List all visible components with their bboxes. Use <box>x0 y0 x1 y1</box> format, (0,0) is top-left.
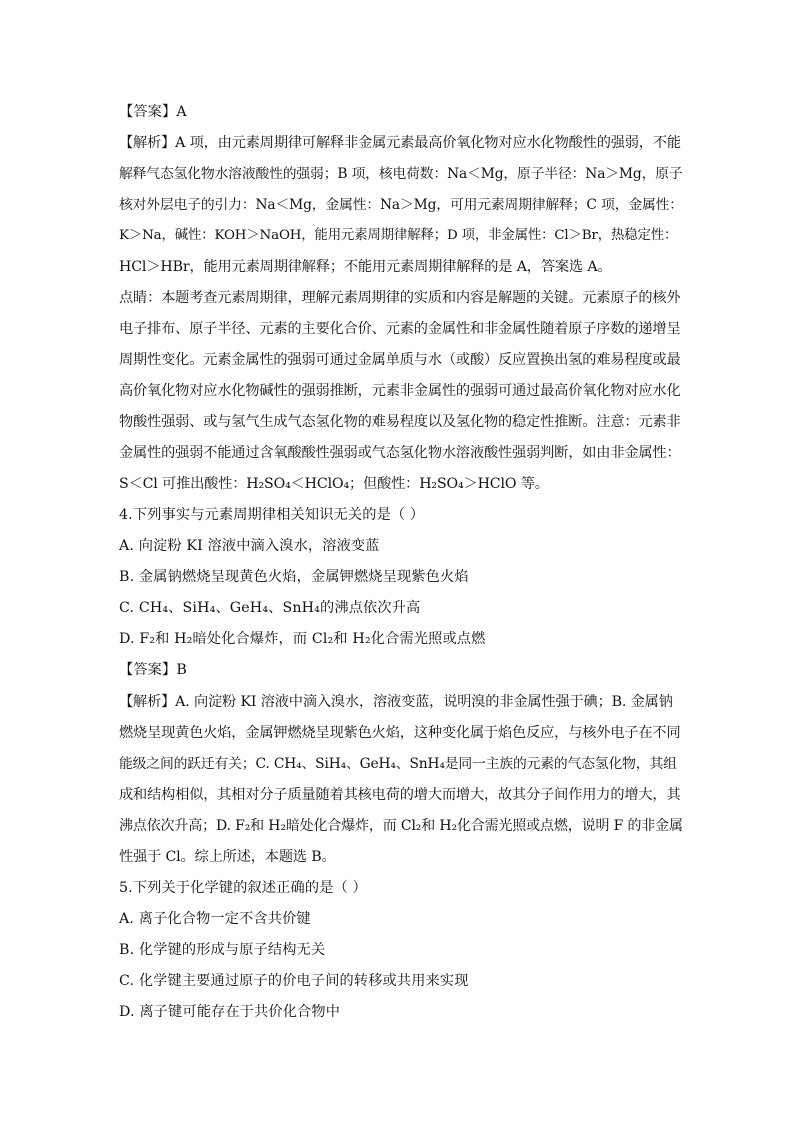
q3-comment-line-5: 物酸性强弱、或与氢气生成气态氢化物的难易程度以及氢化物的稳定性推断。注意：元素非 <box>119 414 681 430</box>
q3-analysis-line-1: 【解析】A 项，由元素周期律可解释非金属元素最高价氧化物对应水化物酸性的强弱，不能 <box>119 135 681 151</box>
q3-analysis-line-2: 解释气态氢化物水溶液酸性的强弱；B 项，核电荷数：Na＜Mg，原子半径：Na＞Mg，原子 <box>119 166 683 182</box>
q5-stem: 5.下列关于化学键的叙述正确的是（ ） <box>119 880 367 896</box>
q3-comment-line-4: 高价氧化物对应水化物碱性的强弱推断，元素非金属性的强弱可通过最高价氧化物对应水化 <box>119 383 681 399</box>
q4-option-a: A. 向淀粉 KI 溶液中滴入溴水，溶液变蓝 <box>119 538 380 554</box>
q5-option-c: C. 化学键主要通过原子的价电子间的转移或共用来实现 <box>119 973 469 989</box>
q5-option-d: D. 离子键可能存在于共价化合物中 <box>119 1004 341 1020</box>
q4-option-b: B. 金属钠燃烧呈现黄色火焰，金属钾燃烧呈现紫色火焰 <box>119 569 469 585</box>
q4-analysis-line-3: 能级之间的跃迁有关；C. CH₄、SiH₄、GeH₄、SnH₄是同一主族的元素的气态氢化物，其组 <box>119 756 677 772</box>
q4-option-d: D. F₂和 H₂暗处化合爆炸，而 Cl₂和 H₂化合需光照或点燃 <box>119 631 486 647</box>
q3-comment-line-7: S＜Cl 可推出酸性：H₂SO₄＜HClO₄；但酸性：H₂SO₄＞HClO 等。 <box>119 476 549 492</box>
q3-answer: 【答案】A <box>119 104 187 120</box>
q4-option-c: C. CH₄、SiH₄、GeH₄、SnH₄的沸点依次升高 <box>119 600 421 616</box>
q5-option-b: B. 化学键的形成与原子结构无关 <box>119 942 326 958</box>
q3-comment-line-3: 周期性变化。元素金属性的强弱可通过金属单质与水（或酸）反应置换出氢的难易程度或最 <box>119 352 681 368</box>
q3-analysis-line-4: K＞Na，碱性：KOH＞NaOH，能用元素周期律解释；D 项，非金属性：Cl＞Br，热稳定性： <box>119 228 678 243</box>
q3-comment-line-1: 点睛：本题考查元素周期律，理解元素周期律的实质和内容是解题的关键。元素原子的核外 <box>119 290 681 306</box>
q4-analysis-line-1: 【解析】A. 向淀粉 KI 溶液中滴入溴水，溶液变蓝，说明溴的非金属性强于碘；B. 金属钠 <box>119 694 673 710</box>
q4-analysis-line-4: 成和结构相似，其相对分子质量随着其核电荷的增大而增大，故其分子间作用力的增大，其 <box>119 787 681 803</box>
q5-option-a: A. 离子化合物一定不含共价键 <box>119 911 311 927</box>
q3-analysis-line-5: HCl＞HBr，能用元素周期律解释；不能用元素周期律解释的是 A，答案选 A。 <box>119 259 612 275</box>
q4-analysis-line-6: 性强于 Cl。综上所述，本题选 B。 <box>119 849 336 865</box>
q4-answer: 【答案】B <box>119 662 187 678</box>
q3-comment-line-6: 金属性的强弱不能通过含氧酸酸性强弱或气态氢化物水溶液酸性强弱判断，如由非金属性： <box>119 445 681 461</box>
q3-analysis-line-3: 核对外层电子的引力：Na＜Mg，金属性：Na＞Mg，可用元素周期律解释；C 项，金属性： <box>119 197 683 213</box>
q4-analysis-line-5: 沸点依次升高；D. F₂和 H₂暗处化合爆炸，而 Cl₂和 H₂化合需光照或点燃，说明 F 的非金属 <box>119 818 683 834</box>
q4-analysis-line-2: 燃烧呈现黄色火焰，金属钾燃烧呈现紫色火焰，这种变化属于焰色反应，与核外电子在不同 <box>119 725 681 741</box>
q4-stem: 4.下列事实与元素周期律相关知识无关的是（ ） <box>119 507 425 523</box>
q3-comment-line-2: 电子排布、原子半径、元素的主要化合价、元素的金属性和非金属性随着原子序数的递增呈 <box>119 321 681 337</box>
